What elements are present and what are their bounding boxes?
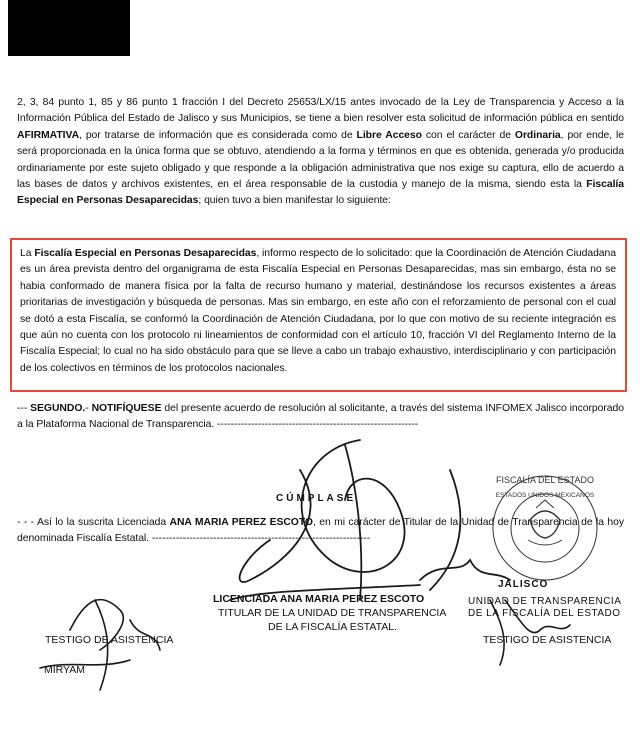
paragraph-signatory: - - - Así lo la suscrita Licenciada ANA MARIA PEREZ ESCOTO, en mi carácter de Titular de la Unidad de Transparencia de la hoy denominada Fiscalía Estatal. ----------------------------------------------------------------	[17, 517, 624, 545]
witness-left-label: TESTIGO DE ASISTENCIA	[45, 634, 174, 646]
seal-ring-top: FISCALÍA DEL ESTADO	[495, 475, 595, 485]
signatory-name: LICENCIADA ANA MARIA PEREZ ESCOTO	[213, 593, 425, 605]
witness-right-label: TESTIGO DE ASISTENCIA	[483, 634, 612, 646]
signatory-title-2: DE LA FISCALÍA ESTATAL.	[268, 621, 397, 633]
seal-title: JALISCO	[498, 579, 549, 590]
signatory-title-1: TITULAR DE LA UNIDAD DE TRANSPARENCIA	[218, 607, 447, 619]
cumplase-heading: CÚMPLASE	[276, 493, 357, 504]
seal-line-1: UNIDAD DE TRANSPARENCIA	[468, 596, 622, 607]
redaction-block	[8, 0, 130, 56]
paragraph-resolution: 2, 3, 84 punto 1, 85 y 86 punto 1 fracción I del Decreto 25653/LX/15 antes invocado de la Ley de Transparencia y Acceso a la Información Pública del Estado de Jalisco y sus Municipios, se tiene a bien resolver esta solicitud de información pública en sentido AFIRMATIVA, por tratarse de información que es considerada como de Libre Acceso con el carácter de Ordinaria, por ende, le será proporcionada en la única forma que se obtuvo, atendiendo a la forma y términos en que es obtenida, generada y/o producida ordinariamente por este sujeto obligado y que responde a la obligación administrativa que nos exige su captura, ello de acuerdo a las bases de datos y archivos existentes, en el área responsable de la custodia y manejo de la misma, siendo esta la Fiscalía Especial en Personas Desaparecidas; quien tuvo a bien manifestar lo siguiente:	[17, 97, 624, 207]
paragraph-quoted-response: La Fiscalía Especial en Personas Desaparecidas, informo respecto de lo solicitado: que la Coordinación de Atención Ciudadana es un área prevista dentro del organigrama de esta Fiscalía Especial en Personas Desaparecidas, mas sin embargo, ésta no se habia conformado de manera física por la falta de recurso humano y material, destinándose los recursos existentes a áreas prioritarias de investigación y búsqueda de personas. Mas sin embargo, en este año con el reforzamiento de personal con el cual se dotó a esta Fiscalía, se conformó la Coordinación de Atención Ciudadana, por lo que con motivo de su reciente integración es que aún no cuenta con los protocolo ni lineamientos de conformidad con el artículo 10, fracción VI del Reglamento Interno de la Fiscalía Especial; lo cual no ha sido obstáculo para que se lleve a cabo un trabajo exhaustivo, interdisciplinario y con participación de los colectivos en términos de los protocolos nacionales.	[20, 248, 616, 374]
seal-line-2: DE LA FISCALÍA DEL ESTADO	[468, 608, 621, 619]
witness-name: MIRYAM	[44, 664, 86, 676]
seal-ring-inner: ESTADOS UNIDOS MEXICANOS	[495, 492, 595, 499]
paragraph-segundo: --- SEGUNDO.- NOTIFÍQUESE del presente acuerdo de resolución al solicitante, a través del sistema INFOMEX Jalisco incorporado a la Plataforma Nacional de Transparencia. -----------------------------------------------------------	[17, 403, 624, 431]
